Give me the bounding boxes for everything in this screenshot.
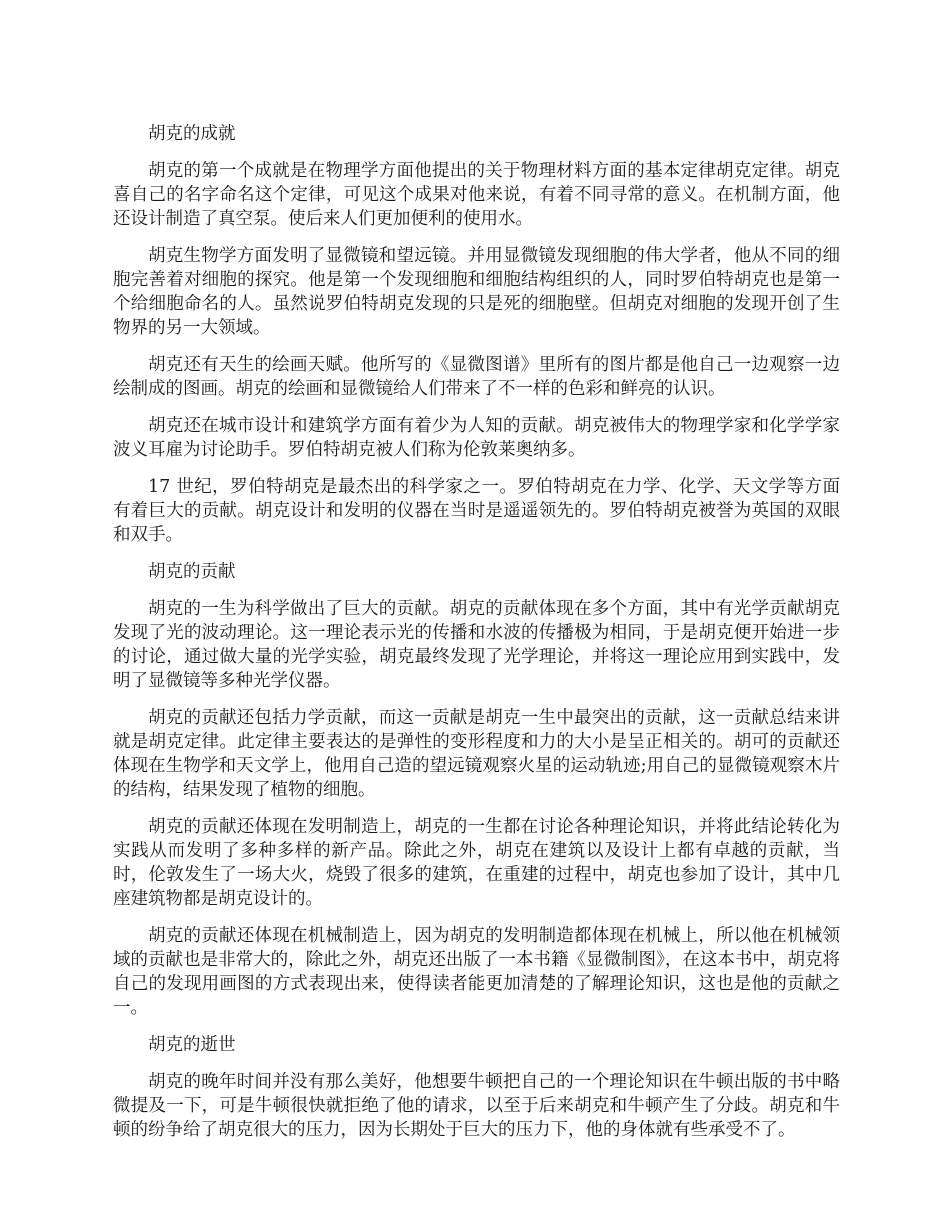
paragraph: 胡克还有天生的绘画天赋。他所写的《显微图谱》里所有的图片都是他自己一边观察一边绘制成的图画。胡克的绘画和显微镜给人们带来了不一样的色彩和鲜亮的认识。 — [113, 355, 840, 399]
paragraph: 胡克的贡献还体现在发明制造上，胡克的一生都在讨论各种理论知识，并将此结论转化为实践从而发明了多种多样的新产品。除此之外，胡克在建筑以及设计上都有卓越的贡献，当时，伦敦发生了一场大火，烧毁了很多的建筑，在重建的过程中，胡克也参加了设计，其中几座建筑物都是胡克设计的。 — [113, 817, 840, 909]
document-body — [113, 122, 840, 1155]
paragraph: 胡克的一生为科学做出了巨大的贡献。胡克的贡献体现在多个方面，其中有光学贡献胡克发现了光的波动理论。这一理论表示光的传播和水波的传播极为相同，于是胡克便开始进一步的讨论，通过做大量的光学实验，胡克最终发现了光学理论，并将这一理论应用到实践中，发明了显微镜等多种光学仪器。 — [113, 599, 840, 691]
section-heading-death: 胡克的逝世 — [148, 1035, 236, 1055]
paragraph: 17 世纪，罗伯特胡克是最杰出的科学家之一。罗伯特胡克在力学、化学、天文学等方面有着巨大的贡献。胡克设计和发明的仪器在当时是遥遥领先的。罗伯特胡克被誉为英国的双眼和双手。 — [113, 477, 840, 545]
paragraph: 胡克还在城市设计和建筑学方面有着少为人知的贡献。胡克被伟大的物理学家和化学学家波义耳雇为讨论助手。罗伯特胡克被人们称为伦敦莱奥纳多。 — [113, 416, 840, 460]
paragraph: 胡克的第一个成就是在物理学方面他提出的关于物理材料方面的基本定律胡克定律。胡克喜自己的名字命名这个定律，可见这个成果对他来说，有着不同寻常的意义。在机制方面，他还设计制造了真空泵。使后来人们更加便利的使用水。 — [113, 161, 840, 229]
paragraph: 胡克的贡献还包括力学贡献，而这一贡献是胡克一生中最突出的贡献，这一贡献总结来讲就是胡克定律。此定律主要表达的是弹性的变形程度和力的大小是呈正相关的。胡可的贡献还体现在生物学和天文学上，他用自己造的望远镜观察火星的运动轨迹;用自己的显微镜观察木片的结构，结果发现了植物的细胞。 — [113, 708, 840, 800]
section-heading-contributions: 胡克的贡献 — [148, 562, 236, 582]
paragraph: 胡克生物学方面发明了显微镜和望远镜。并用显微镜发现细胞的伟大学者，他从不同的细胞完善着对细胞的探究。他是第一个发现细胞和细胞结构组织的人，同时罗伯特胡克也是第一个给细胞命名的人。虽然说罗伯特胡克发现的只是死的细胞壁。但胡克对细胞的发现开创了生物界的另一大领域。 — [113, 246, 840, 338]
paragraph: 胡克的贡献还体现在机械制造上，因为胡克的发明制造都体现在机械上，所以他在机械领域的贡献也是非常大的，除此之外，胡克还出版了一本书籍《显微制图》，在这本书中，胡克将自己的发现用画图的方式表现出来，使得读者能更加清楚的了解理论知识，这也是他的贡献之一。 — [113, 926, 840, 1018]
section-heading-achievements: 胡克的成就 — [148, 124, 236, 144]
paragraph: 胡克的晚年时间并没有那么美好，他想要牛顿把自己的一个理论知识在牛顿出版的书中略微提及一下，可是牛顿很快就拒绝了他的请求，以至于后来胡克和牛顿产生了分歧。胡克和牛顿的纷争给了胡克很大的压力，因为长期处于巨大的压力下，他的身体就有些承受不了。 — [113, 1072, 840, 1140]
